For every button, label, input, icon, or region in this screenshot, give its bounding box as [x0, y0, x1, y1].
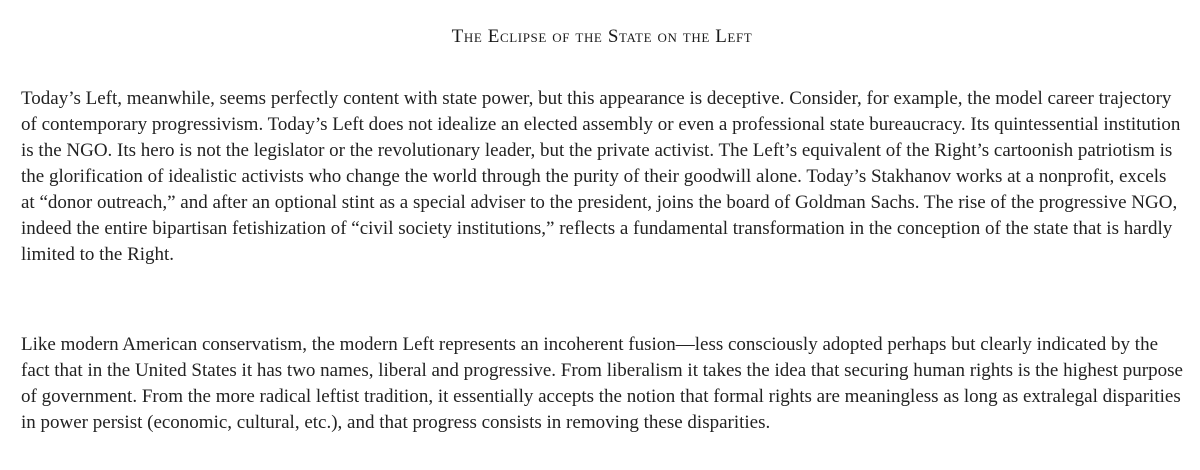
article-heading: The Eclipse of the State on the Left — [451, 26, 753, 47]
paragraph-2: Like modern American conservatism, the modern Left represents an incoherent fusion—less consciously adopted perhaps but clearly indicated by the fact that in the United States it has two names, liberal and progressive. From liberalism it takes the idea that securing human rights is the highest purpose of government. From the more radical leftist tradition, it essentially accepts the notion that formal rights are meaningless as long as extralegal disparities in power persist (economic, cultural, etc.), and that progress consists in removing these disparities. — [21, 334, 1183, 433]
article — [21, 0, 1183, 433]
paragraph-1: Today’s Left, meanwhile, seems perfectly content with state power, but this appearance is deceptive. Consider, for example, the model career trajectory of contemporary progressivism. Today’s Left does not idealize an elected assembly or even a professional state bureaucracy. Its quintessential institution is the NGO. Its hero is not the legislator or the revolutionary leader, but the private activist. The Left’s equivalent of the Right’s cartoonish patriotism is the glorification of idealistic activists who change the world through the purity of their goodwill alone. Today’s Stakhanov works at a nonprofit, excels at “donor outreach,” and after an optional stint as a special adviser to the president, joins the board of Goldman Sachs. The rise of the progressive NGO, indeed the entire bipartisan fetishization of “civil society institutions,” reflects a fundamental transformation in the conception of the state that is hardly limited to the Right. — [21, 88, 1181, 265]
